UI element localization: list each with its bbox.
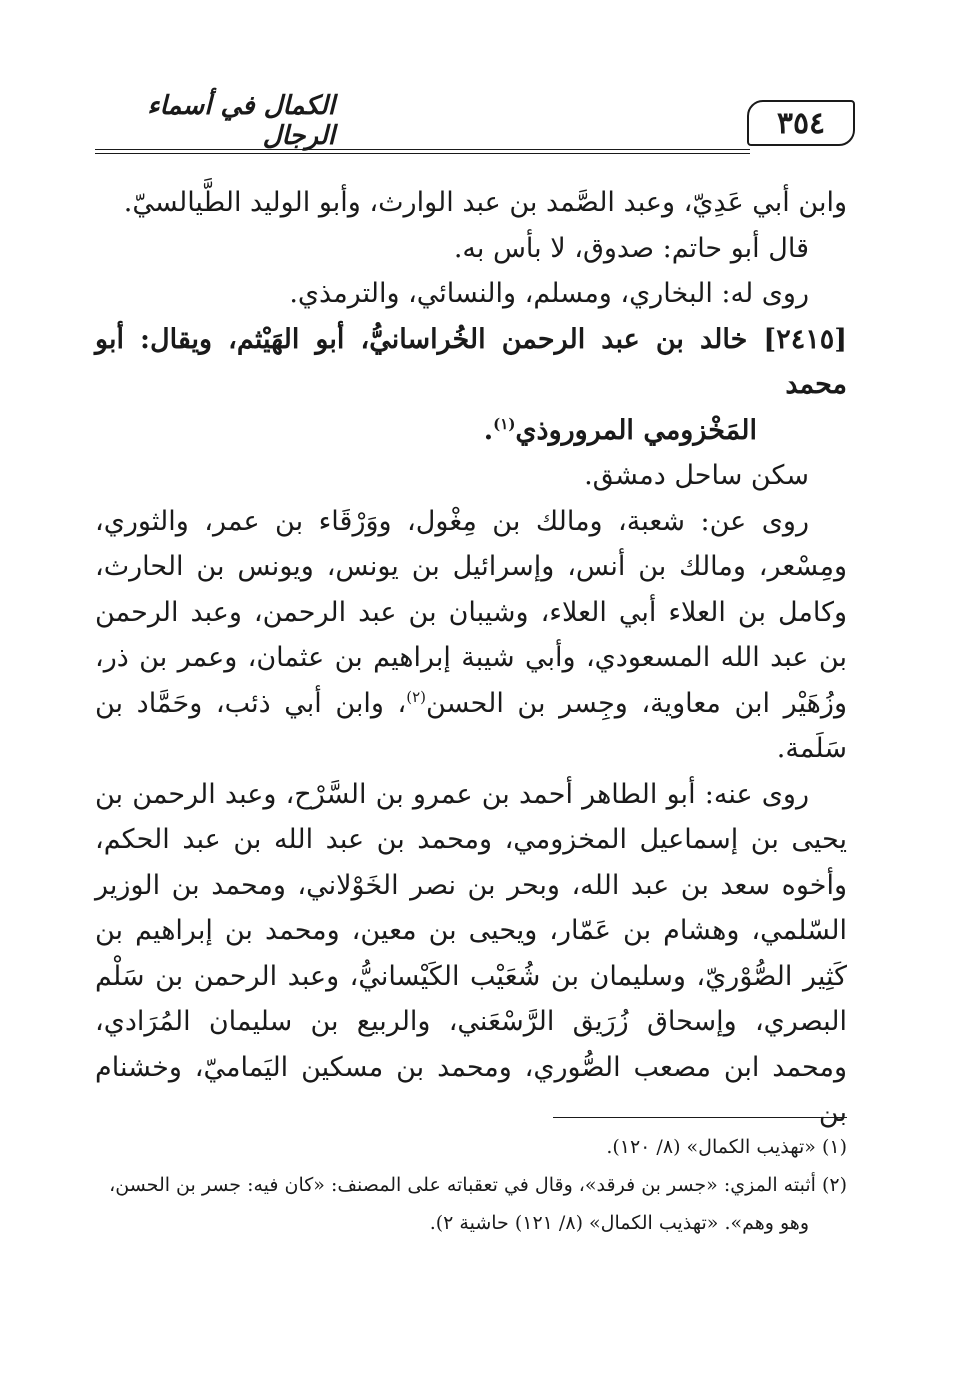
text-line: سكن ساحل دمشق. xyxy=(584,460,809,491)
page-number: ٣٥٤ xyxy=(747,100,855,146)
footnote: (١) «تهذيب الكمال» (٨/ ١٢٠). xyxy=(606,1136,847,1158)
entry-heading-end: . xyxy=(483,414,494,446)
footnote-ref: (٢) xyxy=(406,687,427,706)
paragraph-text: ، وابن أبي ذئب، وحَمَّاد بن سَلَمة. xyxy=(95,687,847,764)
header-rule xyxy=(95,153,750,154)
entry-heading-line: [٢٤١٥] خالد بن عبد الرحمن الخُراسانيُّ، أبو الهَيْثم، ويقال: أبو محمد xyxy=(95,323,847,400)
footnote-continuation: وهو وهم». «تهذيب الكمال» (٨/ ١٢١) حاشية ٢). xyxy=(429,1212,809,1234)
narrated-from-paragraph xyxy=(95,499,847,772)
text-line: وابن أبي عَدِيّ، وعبد الصَّمد بن عبد الوارث، وأبو الوليد الطَّيالسيّ. xyxy=(123,187,847,218)
footnotes xyxy=(95,1128,847,1242)
book-title: الكمال في أسماء الرجال xyxy=(147,91,335,151)
entry-heading xyxy=(95,317,847,454)
footnote: (٢) أثبته المزي: «جسر بن فرقد»، وقال في تعقباته على المصنف: «كان فيه: جسر بن الحسن، xyxy=(109,1174,847,1196)
footnote-separator xyxy=(553,1117,847,1118)
narrated-by-paragraph: روى عنه: أبو الطاهر أحمد بن عمرو بن السَّرْح، وعبد الرحمن بن يحيى بن إسماعيل المخزومي، ومحمد بن عبد الله بن عبد الحكم، وأخوه سعد بن عبد الله، وبحر بن نصر الخَوْلاني، ومحمد بن الوزير السّلمي، وهشام بن عَمّار، ويحيى بن معين، ومحمد بن إبراهيم بن كَثِير الصُّوْريّ، وسليمان بن شُعَيْب الكَيْسانيُّ، وعبد الرحمن بن سَلْم البصري، وإسحاق زُرَيق الرَّسْعَني، والربيع بن سليمان المُرَادي، ومحمد ابن مصعب الصُّوري، ومحمد بن مسكين اليَماميّ، وخشنام بن xyxy=(95,778,847,1128)
paragraph-text: روى عن: شعبة، ومالك بن مِغْول، ووَرْقَاء بن عمر، والثوري، ومِسْعر، ومالك بن أنس، وإسرائيل بن يونس، ويونس بن الحارث، وكامل بن العلاء أبي العلاء، وشيبان بن عبد الرحمن، وعبد الرحمن بن عبد الله المسعودي، وأبي شيبة إبراهيم بن عثمان، وعمر بن ذر، وزُهَيْر ابن معاوية، وجِسر بن الحسن xyxy=(95,505,847,719)
main-text xyxy=(95,180,847,1136)
entry-heading-line: المَخْزومي المروروذي xyxy=(515,414,757,446)
page-header xyxy=(95,92,855,152)
text-line: قال أبو حاتم: صدوق، لا بأس به. xyxy=(453,232,809,264)
footnote-ref: (١) xyxy=(493,414,516,433)
header-rule xyxy=(95,149,750,150)
text-line: روى له: البخاري، ومسلم، والنسائي، والترمذي. xyxy=(289,278,809,309)
